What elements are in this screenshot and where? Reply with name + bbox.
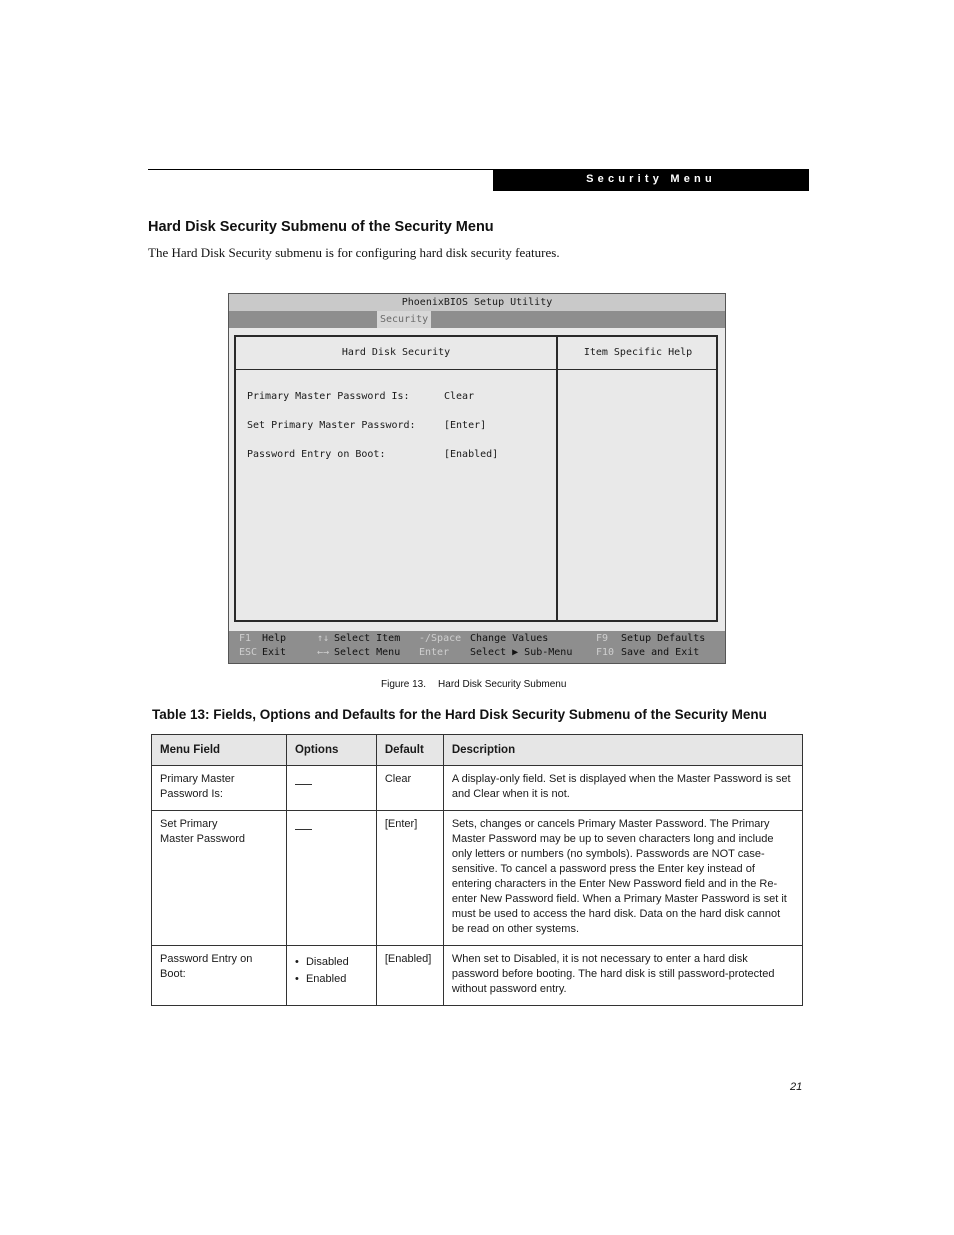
cell-default: [Enabled] (376, 946, 443, 1006)
field-text: Primary Master Password Is: (160, 773, 235, 800)
f1-key: F1 (239, 633, 252, 644)
figure-number: Figure 13. (381, 679, 427, 690)
esc-key: ESC (239, 647, 258, 658)
cell-menu-field (152, 766, 287, 811)
setup-defaults-desc: Setup Defaults (621, 633, 706, 644)
bios-screenshot (228, 293, 726, 664)
field-text: Password Entry on Boot: (160, 953, 253, 980)
intro-paragraph: The Hard Disk Security submenu is for configuring hard disk security features. (148, 245, 560, 260)
options-list (295, 952, 368, 988)
help-title: Item Specific Help (583, 347, 693, 358)
cell-menu-field (152, 811, 287, 946)
esc-desc: Exit (262, 647, 287, 658)
column-header-menu-field: Menu Field (152, 735, 287, 766)
f1-desc: Help (262, 633, 287, 644)
bios-menu-bar (229, 311, 725, 328)
space-key: -/Space (419, 633, 462, 644)
table-header-row (152, 735, 803, 766)
column-header-default: Default (376, 735, 443, 766)
fields-table (151, 734, 803, 1006)
table-title: Table 13: Fields, Options and Defaults for the Hard Disk Security Submenu of the Security Menu (152, 707, 767, 722)
bios-item-value: [Enter] (444, 420, 487, 431)
bios-item-label: Set Primary Master Password: (247, 420, 416, 431)
page-number: 21 (790, 1081, 803, 1093)
cell-description: When set to Disabled, it is not necessary to enter a hard disk password before booting. The hard disk is still password-protected without password entry. (443, 946, 802, 1006)
cell-default: [Enter] (376, 811, 443, 946)
save-and-exit-desc: Save and Exit (621, 647, 700, 658)
cell-options (286, 946, 376, 1006)
f10-key: F10 (596, 647, 615, 658)
tab-security[interactable]: Security (377, 311, 431, 328)
cell-options (286, 811, 376, 946)
column-header-description: Description (443, 735, 802, 766)
left-right-arrows-icon: ←→ (317, 647, 330, 658)
bios-item-label: Password Entry on Boot: (247, 449, 386, 460)
select-item-desc: Select Item (334, 633, 401, 644)
option-item: • Disabled (295, 954, 368, 971)
no-options-dash (295, 829, 312, 830)
panel-title: Hard Disk Security (341, 347, 451, 358)
panel-header-rule (236, 369, 716, 370)
table-row (152, 811, 803, 946)
up-down-arrows-icon: ↑↓ (317, 633, 330, 644)
bios-item-value: Clear (444, 391, 475, 402)
table-row (152, 766, 803, 811)
change-values-desc: Change Values (470, 633, 549, 644)
bios-panel (234, 335, 718, 622)
bios-item-label: Primary Master Password Is: (247, 391, 410, 402)
figure-caption-text: Hard Disk Security Submenu (438, 679, 567, 690)
cell-description: Sets, changes or cancels Primary Master Password. The Primary Master Password may be up to seven characters long and include only letters or numbers (no symbols). Passwords are NOT case- sensitive. To cancel a password press the Enter key instead of entering characters in the Enter New Password field and in the Re-enter New Password field. When a Primary Master Password is set it must be used to access the hard disk. Data on the hard disk cannot be read on other systems. (443, 811, 802, 946)
no-options-dash (295, 784, 312, 785)
panel-divider (556, 337, 558, 622)
figure-caption (381, 679, 566, 690)
cell-menu-field (152, 946, 287, 1006)
section-title: Hard Disk Security Submenu of the Security Menu (148, 219, 494, 235)
table-row (152, 946, 803, 1006)
section-header-bar: Security Menu (493, 169, 809, 191)
option-item: • Enabled (295, 971, 368, 988)
select-menu-desc: Select Menu (334, 647, 401, 658)
field-text: Set Primary Master Password (160, 818, 245, 845)
bios-footer (229, 631, 725, 663)
select-submenu-desc: Select ▶ Sub-Menu (470, 647, 573, 658)
bios-item-value: [Enabled] (444, 449, 499, 460)
bios-title: PhoenixBIOS Setup Utility (229, 294, 725, 311)
cell-description: A display-only field. Set is displayed when the Master Password is set and Clear when it is not. (443, 766, 802, 811)
f9-key: F9 (596, 633, 609, 644)
cell-options (286, 766, 376, 811)
header-rule (148, 169, 493, 170)
enter-key: Enter (419, 647, 450, 658)
cell-default: Clear (376, 766, 443, 811)
column-header-options: Options (286, 735, 376, 766)
